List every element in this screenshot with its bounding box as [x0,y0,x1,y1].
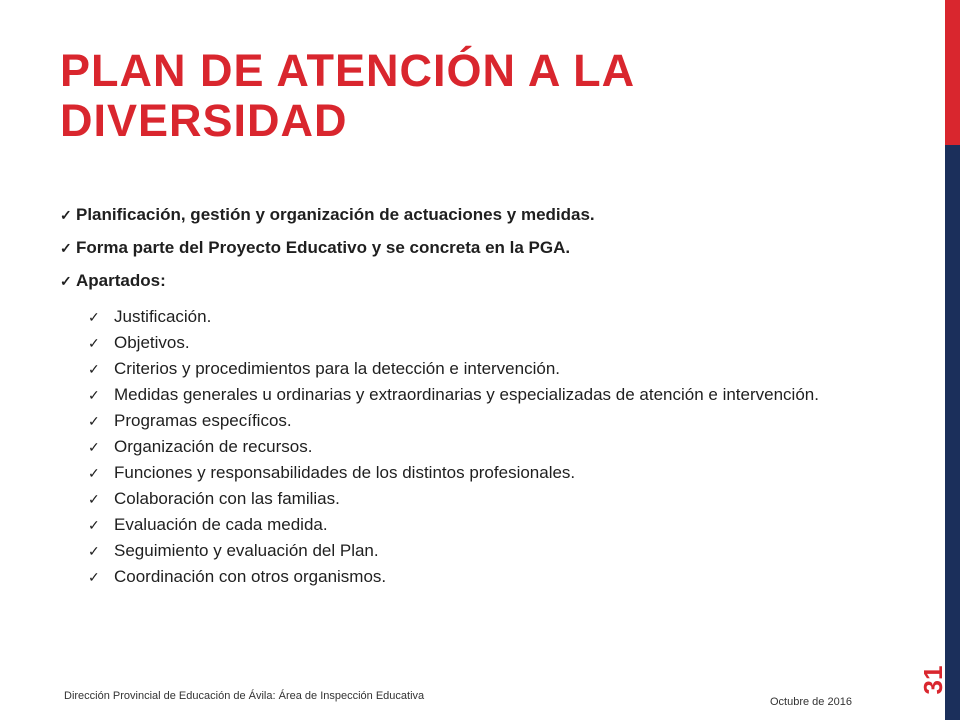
footer-organization: Dirección Provincial de Educación de Ávila: Área de Inspección Educativa [64,690,425,702]
sub-bullet-item [88,463,883,483]
sub-bullet-text: Coordinación con otros organismos. [114,567,387,586]
sub-bullet-text: Colaboración con las familias. [114,489,340,508]
check-icon: ✓ [60,273,72,289]
check-icon: ✓ [60,240,72,256]
slide-number: 31 [918,665,948,695]
side-accent-bar-navy [945,145,960,720]
sub-bullet-text: Justificación. [114,307,212,326]
check-icon: ✓ [88,439,100,455]
main-bullet-text: Planificación, gestión y organización de actuaciones y medidas. [76,205,595,224]
check-icon: ✓ [60,207,72,223]
main-bullet-text: Apartados: [76,271,166,290]
sub-bullet-item [88,437,883,457]
check-icon: ✓ [88,361,100,377]
check-icon: ✓ [88,543,100,559]
slide-title: PLAN DE ATENCIÓN A LA DIVERSIDAD [60,45,634,146]
main-bullet-item [60,264,890,297]
sub-bullet-text: Evaluación de cada medida. [114,515,328,534]
footer-date: Octubre de 2016 [770,696,852,708]
sub-bullet-text: Programas específicos. [114,411,292,430]
check-icon: ✓ [88,413,100,429]
sub-bullet-text: Funciones y responsabilidades de los distintos profesionales. [114,463,576,482]
main-bullet-item [60,198,890,231]
sub-bullet-item [88,307,883,327]
sub-bullet-item [88,567,883,587]
main-bullet-list [60,198,890,297]
sub-bullet-item [88,385,883,405]
main-bullet-item [60,231,890,264]
sub-bullet-text: Medidas generales u ordinarias y extraordinarias y especializadas de atención e intervención. [114,385,819,404]
check-icon: ✓ [88,309,100,325]
sub-bullet-text: Organización de recursos. [114,437,313,456]
check-icon: ✓ [88,465,100,481]
sub-bullet-item [88,333,883,353]
check-icon: ✓ [88,569,100,585]
sub-bullet-item [88,541,883,561]
sub-bullet-item [88,515,883,535]
sub-bullet-list [88,307,883,593]
sub-bullet-item [88,411,883,431]
main-bullet-text: Forma parte del Proyecto Educativo y se concreta en la PGA. [76,238,571,257]
sub-bullet-item [88,489,883,509]
check-icon: ✓ [88,517,100,533]
sub-bullet-item [88,359,883,379]
sub-bullet-text: Seguimiento y evaluación del Plan. [114,541,379,560]
sub-bullet-text: Objetivos. [114,333,190,352]
check-icon: ✓ [88,335,100,351]
check-icon: ✓ [88,491,100,507]
check-icon: ✓ [88,387,100,403]
side-accent-bar-red [945,0,960,145]
sub-bullet-text: Criterios y procedimientos para la detección e intervención. [114,359,561,378]
